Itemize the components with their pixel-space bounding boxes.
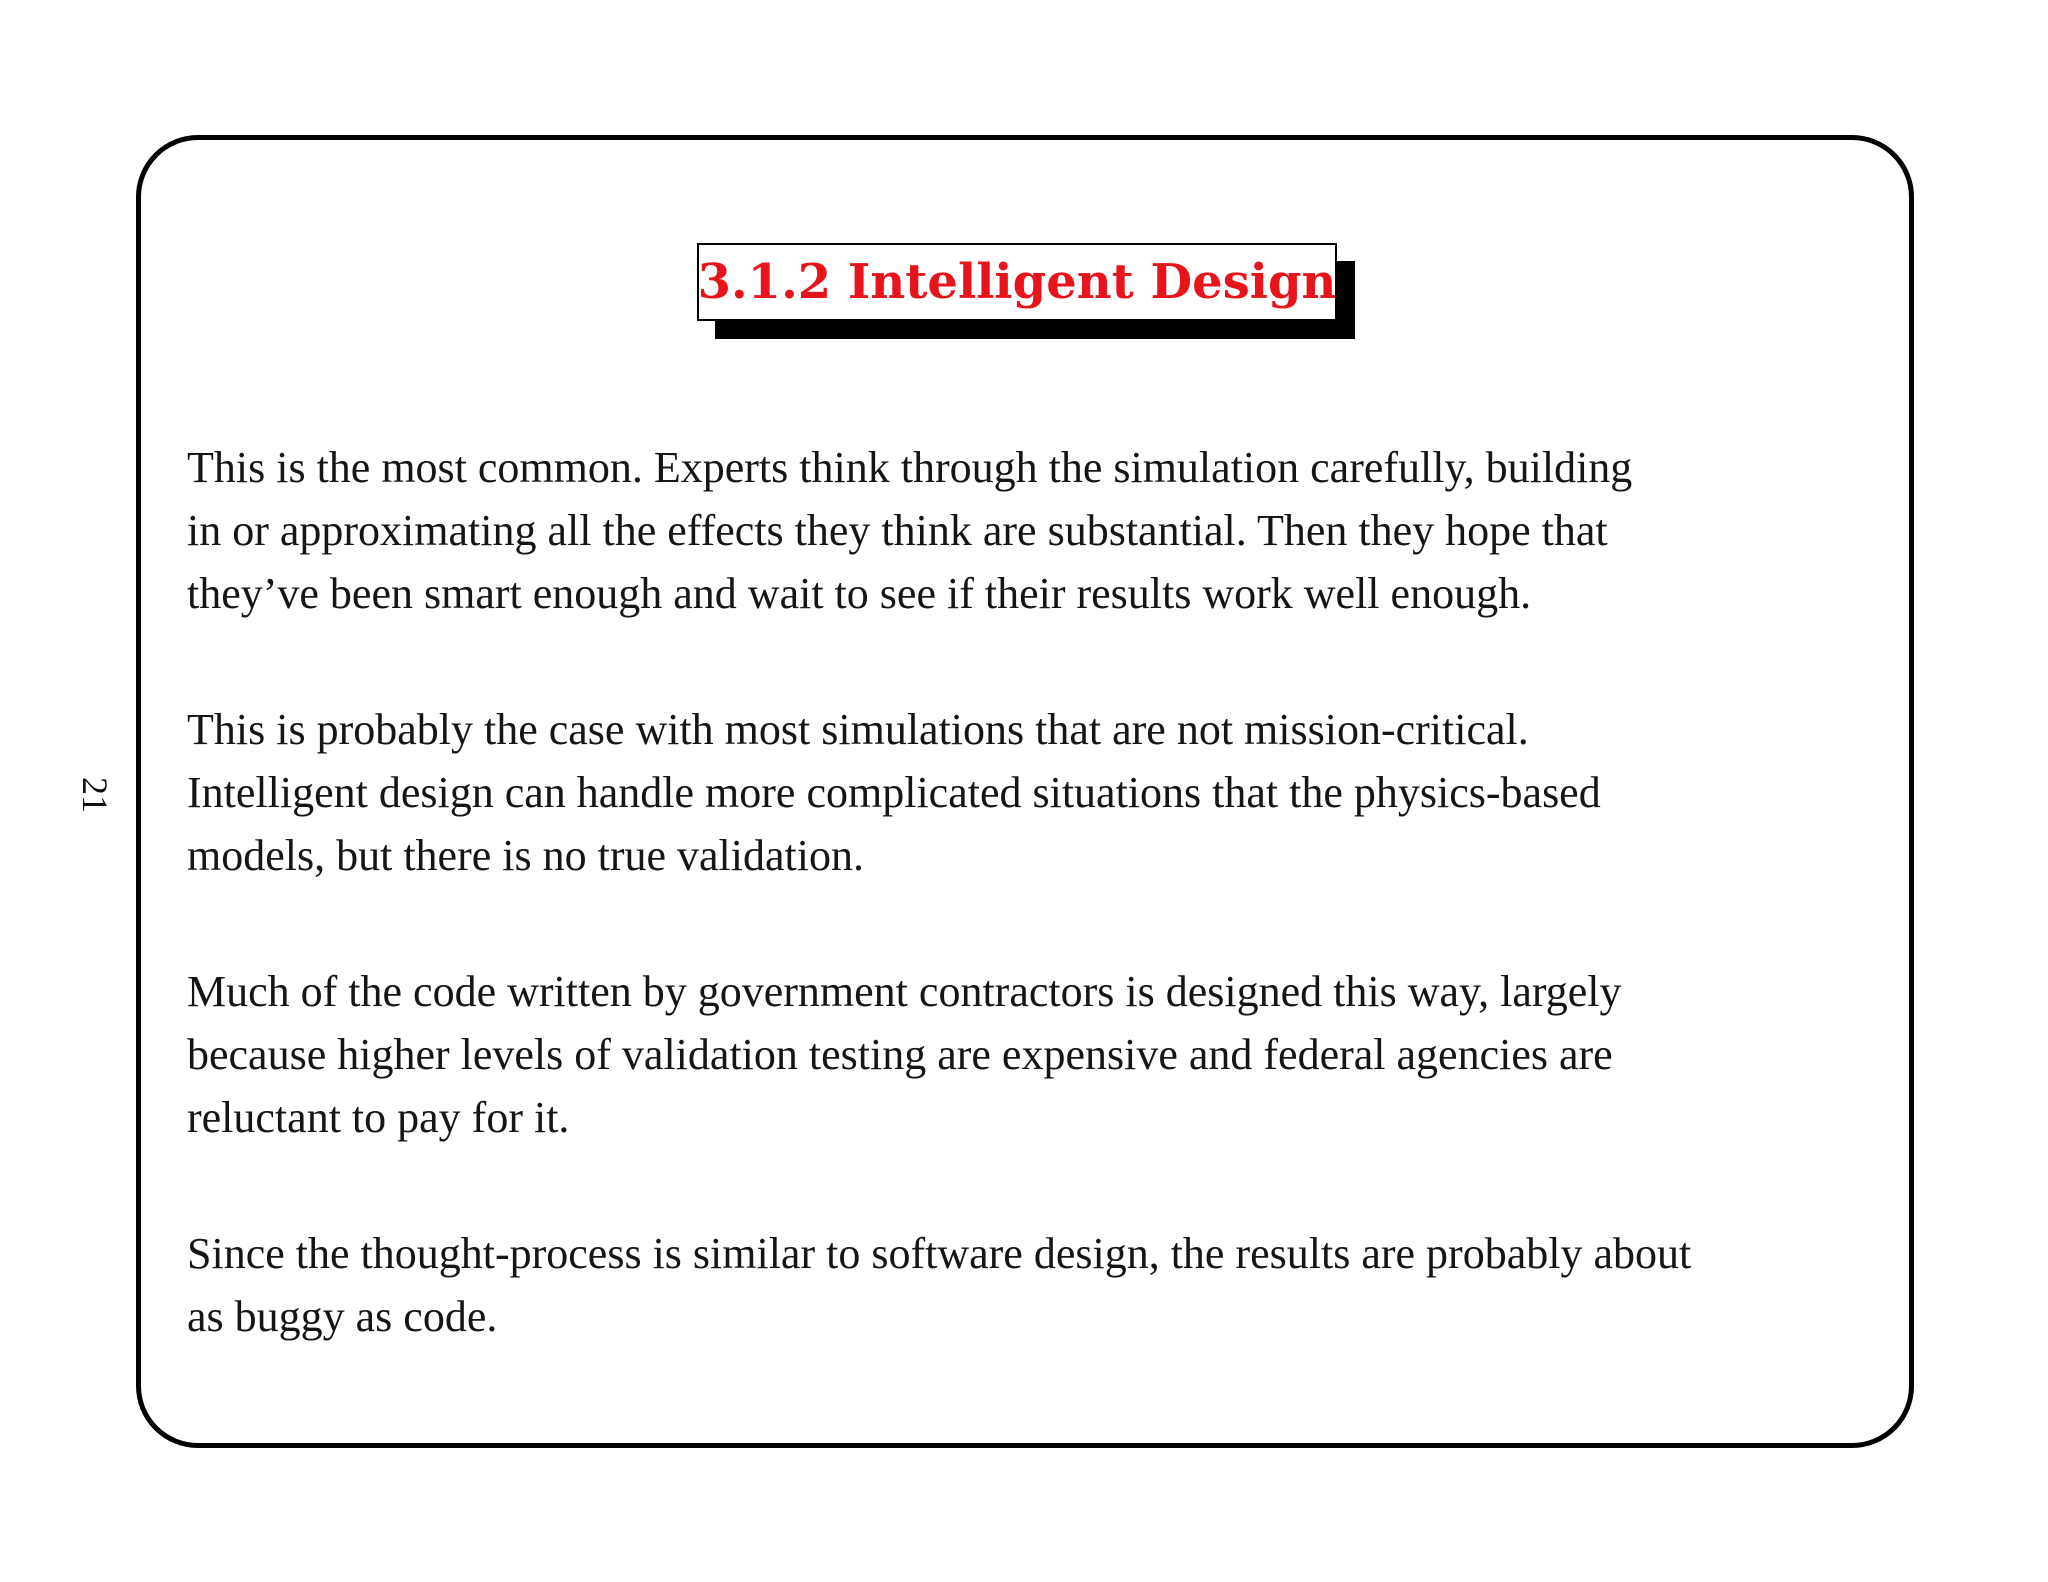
paragraph-line: Since the thought-process is similar to software design, the results are probably about [187, 1229, 1692, 1278]
paragraph-line: they’ve been smart enough and wait to see if their results work well enough. [187, 569, 1532, 618]
paragraph-line: Intelligent design can handle more complicated situations that the physics-based [187, 768, 1601, 817]
paragraph-3 [187, 960, 1887, 1149]
page-number: 21 [75, 777, 115, 813]
slide-body [187, 436, 1887, 1421]
paragraph-line: This is the most common. Experts think through the simulation carefully, building [187, 443, 1633, 492]
paragraph-line: as buggy as code. [187, 1292, 498, 1341]
paragraph-4 [187, 1222, 1887, 1348]
paragraph-line: models, but there is no true validation. [187, 831, 864, 880]
slide-title: 3.1.2 Intelligent Design [697, 254, 1337, 310]
paragraph-line: This is probably the case with most simulations that are not mission-critical. [187, 705, 1529, 754]
paragraph-1 [187, 436, 1887, 625]
paragraph-line: because higher levels of validation testing are expensive and federal agencies are [187, 1030, 1613, 1079]
paragraph-2 [187, 698, 1887, 887]
paragraph-line: reluctant to pay for it. [187, 1093, 570, 1142]
paragraph-line: Much of the code written by government contractors is designed this way, largely [187, 967, 1622, 1016]
paragraph-line: in or approximating all the effects they think are substantial. Then they hope that [187, 506, 1608, 555]
